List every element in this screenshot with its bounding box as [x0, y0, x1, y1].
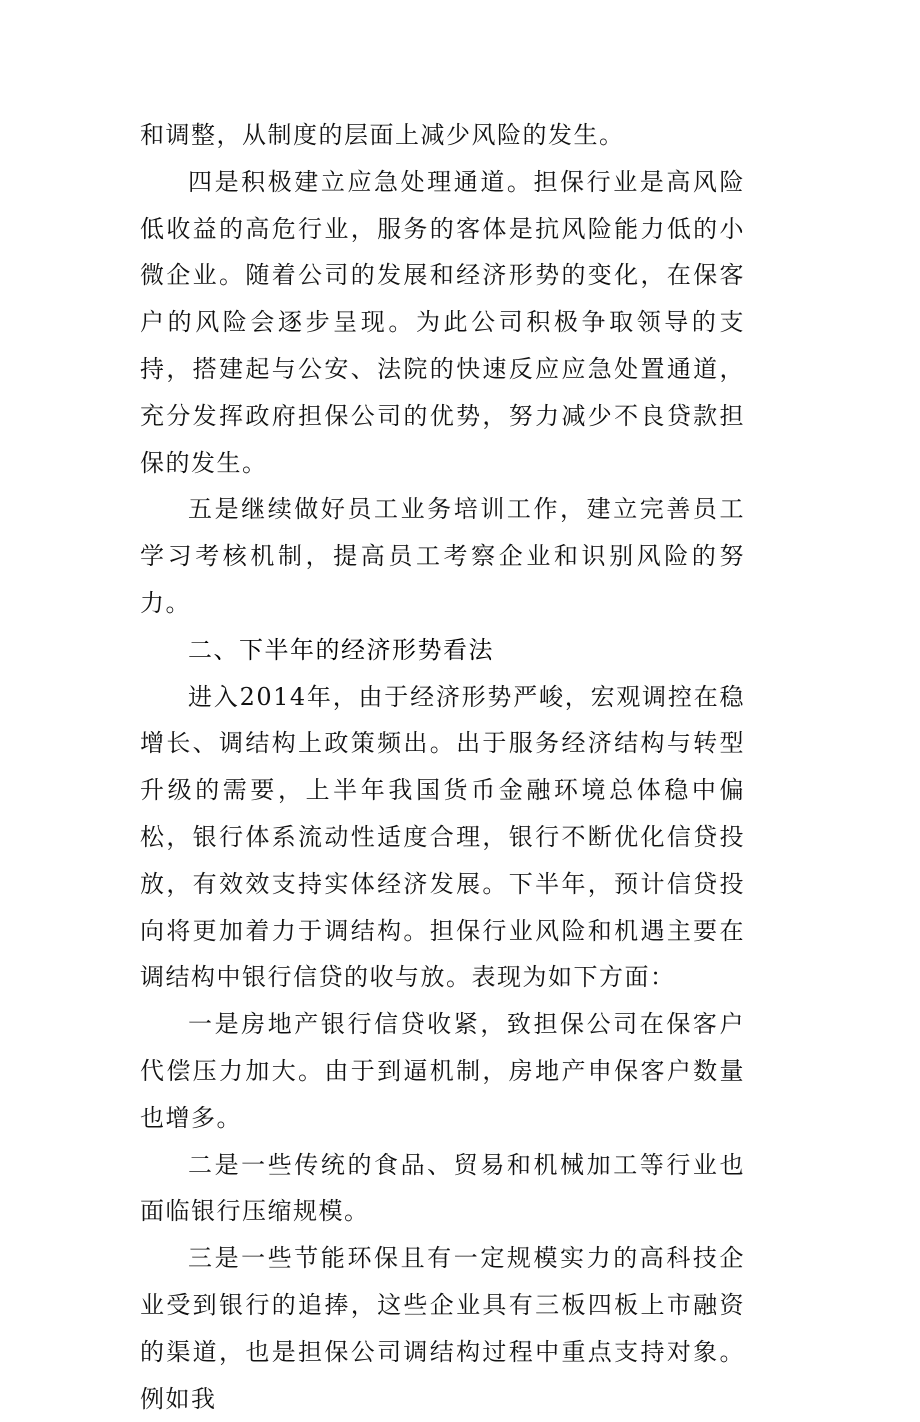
paragraph-point-three: 三是一些节能环保且有一定规模实力的高科技企业受到银行的追捧，这些企业具有三板四板上市融资的渠道，也是担保公司调结构过程中重点支持对象。例如我 — [140, 1244, 745, 1413]
section-heading: 二、下半年的经济形势看法 — [188, 635, 494, 664]
document-page — [140, 112, 745, 1422]
paragraph-continuation: 和调整，从制度的层面上减少风险的发生。 — [140, 121, 625, 149]
paragraph-point-five: 五是继续做好员工业务培训工作，建立完善员工学习考核机制，提高员工考察企业和识别风险的努力。 — [140, 495, 745, 617]
paragraph-point-two: 二是一些传统的食品、贸易和机械加工等行业也面临银行压缩规模。 — [140, 1150, 745, 1226]
paragraph-point-one: 一是房地产银行信贷收紧，致担保公司在保客户代偿压力加大。由于到逼机制，房地产申保客户数量也增多。 — [140, 1010, 745, 1132]
paragraph-economic-outlook: 进入2014年，由于经济形势严峻，宏观调控在稳增长、调结构上政策频出。出于服务经济结构与转型升级的需要，上半年我国货币金融环境总体稳中偏松，银行体系流动性适度合理，银行不断优化信贷投放，有效效支持实体经济发展。下半年，预计信贷投向将更加着力于调结构。担保行业风险和机遇主要在调结构中银行信贷的收与放。表现为如下方面： — [140, 682, 745, 992]
paragraph-point-four: 四是积极建立应急处理通道。担保行业是高风险低收益的高危行业，服务的客体是抗风险能力低的小微企业。随着公司的发展和经济形势的变化，在保客户的风险会逐步呈现。为此公司积极争取领导的支持，搭建起与公安、法院的快速反应应急处置通道，充分发挥政府担保公司的优势，努力减少不良贷款担保的发生。 — [140, 167, 745, 477]
